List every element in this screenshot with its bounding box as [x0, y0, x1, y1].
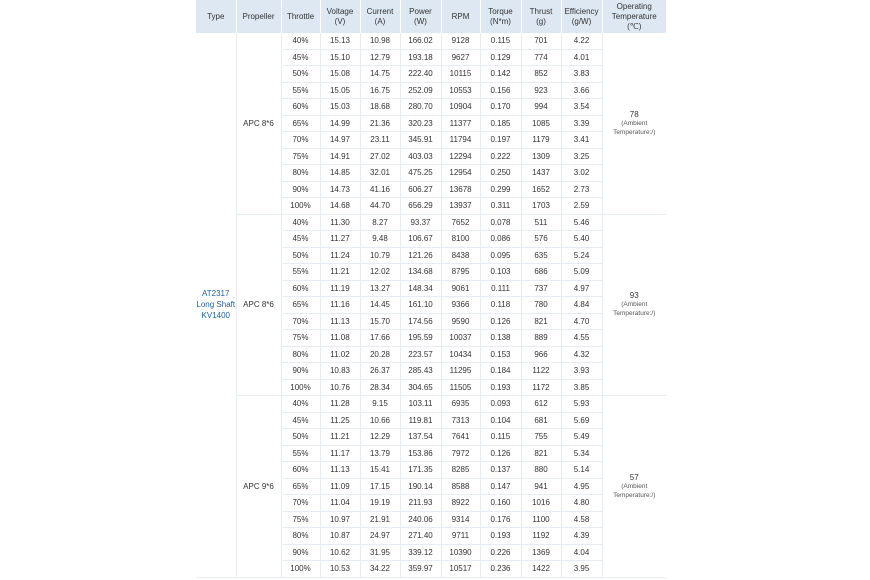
rpm-cell: 11794 [441, 132, 480, 149]
throttle-cell: 80% [281, 346, 320, 363]
efficiency-cell: 4.55 [561, 330, 602, 347]
current-cell: 41.16 [360, 181, 400, 198]
propeller-cell: APC 8*6 [236, 214, 281, 396]
rpm-cell: 11377 [441, 115, 480, 132]
rpm-cell: 8100 [441, 231, 480, 248]
torque-cell: 0.126 [480, 313, 521, 330]
efficiency-cell: 2.73 [561, 181, 602, 198]
power-cell: 161.10 [400, 297, 441, 314]
efficiency-cell: 4.84 [561, 297, 602, 314]
voltage-cell: 11.27 [320, 231, 360, 248]
thrust-cell: 1437 [521, 165, 561, 182]
efficiency-cell: 4.97 [561, 280, 602, 297]
thrust-cell: 1369 [521, 544, 561, 561]
power-cell: 166.02 [400, 33, 441, 49]
header-rpm: RPM [441, 0, 480, 33]
throttle-cell: 55% [281, 445, 320, 462]
voltage-cell: 15.08 [320, 66, 360, 83]
current-cell: 13.79 [360, 445, 400, 462]
power-cell: 137.54 [400, 429, 441, 446]
thrust-cell: 774 [521, 49, 561, 66]
current-cell: 24.97 [360, 528, 400, 545]
voltage-cell: 11.02 [320, 346, 360, 363]
rpm-cell: 7313 [441, 412, 480, 429]
rpm-cell: 10115 [441, 66, 480, 83]
current-cell: 21.36 [360, 115, 400, 132]
efficiency-cell: 2.59 [561, 198, 602, 215]
efficiency-cell: 5.49 [561, 429, 602, 446]
current-cell: 26.37 [360, 363, 400, 380]
current-cell: 32.01 [360, 165, 400, 182]
throttle-cell: 90% [281, 181, 320, 198]
efficiency-cell: 4.01 [561, 49, 602, 66]
voltage-cell: 15.03 [320, 99, 360, 116]
rpm-cell: 9128 [441, 33, 480, 49]
torque-cell: 0.129 [480, 49, 521, 66]
power-cell: 223.57 [400, 346, 441, 363]
power-cell: 93.37 [400, 214, 441, 231]
current-cell: 10.66 [360, 412, 400, 429]
efficiency-cell: 3.41 [561, 132, 602, 149]
temperature-value: 78 [629, 109, 639, 119]
table-header-row [196, 0, 666, 33]
power-cell: 190.14 [400, 478, 441, 495]
throttle-cell: 45% [281, 49, 320, 66]
torque-cell: 0.093 [480, 396, 521, 413]
power-cell: 271.40 [400, 528, 441, 545]
efficiency-cell: 3.93 [561, 363, 602, 380]
efficiency-cell: 3.85 [561, 379, 602, 396]
motor-type-cell: AT2317 Long Shaft KV1400 [196, 33, 236, 577]
voltage-cell: 11.21 [320, 264, 360, 281]
rpm-cell: 12954 [441, 165, 480, 182]
thrust-cell: 1085 [521, 115, 561, 132]
torque-cell: 0.095 [480, 247, 521, 264]
rpm-cell: 9366 [441, 297, 480, 314]
voltage-cell: 10.97 [320, 511, 360, 528]
torque-cell: 0.197 [480, 132, 521, 149]
voltage-cell: 11.16 [320, 297, 360, 314]
voltage-cell: 11.21 [320, 429, 360, 446]
torque-cell: 0.137 [480, 462, 521, 479]
rpm-cell: 10904 [441, 99, 480, 116]
thrust-cell: 1016 [521, 495, 561, 512]
efficiency-cell: 5.69 [561, 412, 602, 429]
throttle-cell: 55% [281, 264, 320, 281]
torque-cell: 0.170 [480, 99, 521, 116]
rpm-cell: 9711 [441, 528, 480, 545]
rpm-cell: 11295 [441, 363, 480, 380]
rpm-cell: 8285 [441, 462, 480, 479]
efficiency-cell: 4.32 [561, 346, 602, 363]
current-cell: 27.02 [360, 148, 400, 165]
current-cell: 9.48 [360, 231, 400, 248]
torque-cell: 0.222 [480, 148, 521, 165]
power-cell: 304.65 [400, 379, 441, 396]
voltage-cell: 11.25 [320, 412, 360, 429]
thrust-cell: 852 [521, 66, 561, 83]
voltage-cell: 11.04 [320, 495, 360, 512]
thrust-cell: 612 [521, 396, 561, 413]
thrust-cell: 1122 [521, 363, 561, 380]
efficiency-cell: 3.54 [561, 99, 602, 116]
power-cell: 222.40 [400, 66, 441, 83]
throttle-cell: 75% [281, 148, 320, 165]
efficiency-cell: 3.83 [561, 66, 602, 83]
rpm-cell: 13937 [441, 198, 480, 215]
current-cell: 15.70 [360, 313, 400, 330]
throttle-cell: 90% [281, 544, 320, 561]
rpm-cell: 10037 [441, 330, 480, 347]
rpm-cell: 10434 [441, 346, 480, 363]
voltage-cell: 14.73 [320, 181, 360, 198]
efficiency-cell: 5.14 [561, 462, 602, 479]
torque-cell: 0.193 [480, 528, 521, 545]
thrust-cell: 941 [521, 478, 561, 495]
thrust-cell: 1309 [521, 148, 561, 165]
throttle-cell: 50% [281, 429, 320, 446]
voltage-cell: 14.85 [320, 165, 360, 182]
throttle-cell: 75% [281, 511, 320, 528]
propeller-cell: APC 8*6 [236, 33, 281, 214]
voltage-cell: 10.76 [320, 379, 360, 396]
throttle-cell: 65% [281, 478, 320, 495]
power-cell: 339.12 [400, 544, 441, 561]
throttle-cell: 40% [281, 214, 320, 231]
current-cell: 20.28 [360, 346, 400, 363]
header-propeller: Propeller [236, 0, 281, 33]
current-cell: 13.27 [360, 280, 400, 297]
table-row [196, 33, 666, 49]
current-cell: 17.15 [360, 478, 400, 495]
current-cell: 10.79 [360, 247, 400, 264]
rpm-cell: 10390 [441, 544, 480, 561]
propeller-cell: APC 9*6 [236, 396, 281, 578]
current-cell: 44.70 [360, 198, 400, 215]
torque-cell: 0.126 [480, 445, 521, 462]
torque-cell: 0.115 [480, 33, 521, 49]
voltage-cell: 15.13 [320, 33, 360, 49]
thrust-cell: 966 [521, 346, 561, 363]
torque-cell: 0.142 [480, 66, 521, 83]
thrust-cell: 1172 [521, 379, 561, 396]
rpm-cell: 10517 [441, 561, 480, 578]
thrust-cell: 755 [521, 429, 561, 446]
voltage-cell: 11.28 [320, 396, 360, 413]
thrust-cell: 576 [521, 231, 561, 248]
temperature-note: (Ambient Temperature:/) [613, 119, 656, 136]
efficiency-cell: 4.70 [561, 313, 602, 330]
voltage-cell: 11.19 [320, 280, 360, 297]
power-cell: 134.68 [400, 264, 441, 281]
power-cell: 403.03 [400, 148, 441, 165]
power-cell: 475.25 [400, 165, 441, 182]
current-cell: 17.66 [360, 330, 400, 347]
header-throttle: Throttle [281, 0, 320, 33]
voltage-cell: 10.62 [320, 544, 360, 561]
current-cell: 12.29 [360, 429, 400, 446]
efficiency-cell: 3.39 [561, 115, 602, 132]
torque-cell: 0.103 [480, 264, 521, 281]
power-cell: 195.59 [400, 330, 441, 347]
efficiency-cell: 5.93 [561, 396, 602, 413]
current-cell: 10.98 [360, 33, 400, 49]
efficiency-cell: 4.04 [561, 544, 602, 561]
power-cell: 103.11 [400, 396, 441, 413]
thrust-cell: 1703 [521, 198, 561, 215]
throttle-cell: 40% [281, 33, 320, 49]
efficiency-cell: 5.24 [561, 247, 602, 264]
temperature-note: (Ambient Temperature:/) [613, 301, 656, 318]
performance-table-container [196, 0, 666, 578]
power-cell: 211.93 [400, 495, 441, 512]
thrust-cell: 821 [521, 445, 561, 462]
throttle-cell: 70% [281, 495, 320, 512]
header-current: Current (A) [360, 0, 400, 33]
power-cell: 153.86 [400, 445, 441, 462]
throttle-cell: 50% [281, 247, 320, 264]
voltage-cell: 14.97 [320, 132, 360, 149]
header-torque: Torque (N*m) [480, 0, 521, 33]
power-cell: 345.91 [400, 132, 441, 149]
torque-cell: 0.078 [480, 214, 521, 231]
header-voltage: Voltage (V) [320, 0, 360, 33]
thrust-cell: 737 [521, 280, 561, 297]
power-cell: 656.29 [400, 198, 441, 215]
power-cell: 171.35 [400, 462, 441, 479]
efficiency-cell: 4.80 [561, 495, 602, 512]
torque-cell: 0.236 [480, 561, 521, 578]
efficiency-cell: 4.39 [561, 528, 602, 545]
rpm-cell: 9590 [441, 313, 480, 330]
throttle-cell: 100% [281, 561, 320, 578]
throttle-cell: 80% [281, 165, 320, 182]
rpm-cell: 8922 [441, 495, 480, 512]
efficiency-cell: 5.40 [561, 231, 602, 248]
thrust-cell: 681 [521, 412, 561, 429]
current-cell: 12.02 [360, 264, 400, 281]
voltage-cell: 11.13 [320, 462, 360, 479]
thrust-cell: 1192 [521, 528, 561, 545]
voltage-cell: 11.13 [320, 313, 360, 330]
thrust-cell: 686 [521, 264, 561, 281]
table-row [196, 214, 666, 231]
torque-cell: 0.156 [480, 82, 521, 99]
throttle-cell: 70% [281, 313, 320, 330]
throttle-cell: 55% [281, 82, 320, 99]
current-cell: 8.27 [360, 214, 400, 231]
current-cell: 23.11 [360, 132, 400, 149]
throttle-cell: 65% [281, 297, 320, 314]
power-cell: 174.56 [400, 313, 441, 330]
rpm-cell: 10553 [441, 82, 480, 99]
torque-cell: 0.185 [480, 115, 521, 132]
voltage-cell: 15.05 [320, 82, 360, 99]
current-cell: 31.95 [360, 544, 400, 561]
thrust-cell: 701 [521, 33, 561, 49]
torque-cell: 0.311 [480, 198, 521, 215]
table-row [196, 396, 666, 413]
power-cell: 359.97 [400, 561, 441, 578]
current-cell: 19.19 [360, 495, 400, 512]
torque-cell: 0.118 [480, 297, 521, 314]
thrust-cell: 1179 [521, 132, 561, 149]
header-power: Power (W) [400, 0, 441, 33]
efficiency-cell: 5.34 [561, 445, 602, 462]
temperature-cell [602, 33, 666, 214]
torque-cell: 0.299 [480, 181, 521, 198]
temperature-note: (Ambient Temperature:/) [613, 482, 656, 499]
efficiency-cell: 5.09 [561, 264, 602, 281]
voltage-cell: 14.99 [320, 115, 360, 132]
rpm-cell: 9061 [441, 280, 480, 297]
temperature-cell [602, 214, 666, 396]
torque-cell: 0.193 [480, 379, 521, 396]
throttle-cell: 100% [281, 379, 320, 396]
throttle-cell: 45% [281, 412, 320, 429]
voltage-cell: 11.08 [320, 330, 360, 347]
voltage-cell: 10.83 [320, 363, 360, 380]
torque-cell: 0.104 [480, 412, 521, 429]
voltage-cell: 14.68 [320, 198, 360, 215]
torque-cell: 0.147 [480, 478, 521, 495]
torque-cell: 0.153 [480, 346, 521, 363]
throttle-cell: 90% [281, 363, 320, 380]
power-cell: 193.18 [400, 49, 441, 66]
voltage-cell: 10.53 [320, 561, 360, 578]
efficiency-cell: 4.22 [561, 33, 602, 49]
rpm-cell: 12294 [441, 148, 480, 165]
header-type: Type [196, 0, 236, 33]
voltage-cell: 11.09 [320, 478, 360, 495]
throttle-cell: 65% [281, 115, 320, 132]
rpm-cell: 8438 [441, 247, 480, 264]
throttle-cell: 100% [281, 198, 320, 215]
torque-cell: 0.111 [480, 280, 521, 297]
thrust-cell: 635 [521, 247, 561, 264]
motor-performance-table [196, 0, 666, 578]
rpm-cell: 6935 [441, 396, 480, 413]
current-cell: 9.15 [360, 396, 400, 413]
thrust-cell: 511 [521, 214, 561, 231]
temperature-value: 57 [629, 472, 639, 482]
throttle-cell: 60% [281, 99, 320, 116]
rpm-cell: 8588 [441, 478, 480, 495]
efficiency-cell: 3.95 [561, 561, 602, 578]
current-cell: 16.75 [360, 82, 400, 99]
throttle-cell: 40% [281, 396, 320, 413]
rpm-cell: 9314 [441, 511, 480, 528]
voltage-cell: 11.24 [320, 247, 360, 264]
torque-cell: 0.176 [480, 511, 521, 528]
thrust-cell: 889 [521, 330, 561, 347]
efficiency-cell: 3.25 [561, 148, 602, 165]
power-cell: 285.43 [400, 363, 441, 380]
throttle-cell: 75% [281, 330, 320, 347]
power-cell: 106.67 [400, 231, 441, 248]
rpm-cell: 13678 [441, 181, 480, 198]
torque-cell: 0.160 [480, 495, 521, 512]
power-cell: 119.81 [400, 412, 441, 429]
thrust-cell: 1652 [521, 181, 561, 198]
rpm-cell: 7652 [441, 214, 480, 231]
voltage-cell: 10.87 [320, 528, 360, 545]
torque-cell: 0.226 [480, 544, 521, 561]
rpm-cell: 9627 [441, 49, 480, 66]
header-efficiency: Efficiency (g/W) [561, 0, 602, 33]
current-cell: 21.91 [360, 511, 400, 528]
power-cell: 121.26 [400, 247, 441, 264]
header-temperature: Operating Temperature (℃) [602, 0, 666, 33]
rpm-cell: 8795 [441, 264, 480, 281]
power-cell: 320.23 [400, 115, 441, 132]
thrust-cell: 994 [521, 99, 561, 116]
power-cell: 606.27 [400, 181, 441, 198]
thrust-cell: 1100 [521, 511, 561, 528]
efficiency-cell: 3.66 [561, 82, 602, 99]
thrust-cell: 880 [521, 462, 561, 479]
current-cell: 14.75 [360, 66, 400, 83]
current-cell: 34.22 [360, 561, 400, 578]
power-cell: 252.09 [400, 82, 441, 99]
torque-cell: 0.184 [480, 363, 521, 380]
temperature-cell [602, 396, 666, 578]
throttle-cell: 60% [281, 462, 320, 479]
current-cell: 15.41 [360, 462, 400, 479]
voltage-cell: 14.91 [320, 148, 360, 165]
power-cell: 240.06 [400, 511, 441, 528]
torque-cell: 0.138 [480, 330, 521, 347]
efficiency-cell: 4.58 [561, 511, 602, 528]
rpm-cell: 11505 [441, 379, 480, 396]
throttle-cell: 50% [281, 66, 320, 83]
table-body [196, 33, 666, 577]
throttle-cell: 80% [281, 528, 320, 545]
voltage-cell: 11.30 [320, 214, 360, 231]
thrust-cell: 923 [521, 82, 561, 99]
power-cell: 280.70 [400, 99, 441, 116]
current-cell: 12.79 [360, 49, 400, 66]
torque-cell: 0.250 [480, 165, 521, 182]
efficiency-cell: 3.02 [561, 165, 602, 182]
thrust-cell: 821 [521, 313, 561, 330]
current-cell: 28.34 [360, 379, 400, 396]
throttle-cell: 70% [281, 132, 320, 149]
voltage-cell: 15.10 [320, 49, 360, 66]
throttle-cell: 60% [281, 280, 320, 297]
current-cell: 18.68 [360, 99, 400, 116]
efficiency-cell: 4.95 [561, 478, 602, 495]
torque-cell: 0.115 [480, 429, 521, 446]
throttle-cell: 45% [281, 231, 320, 248]
torque-cell: 0.086 [480, 231, 521, 248]
thrust-cell: 780 [521, 297, 561, 314]
power-cell: 148.34 [400, 280, 441, 297]
thrust-cell: 1422 [521, 561, 561, 578]
header-thrust: Thrust (g) [521, 0, 561, 33]
current-cell: 14.45 [360, 297, 400, 314]
rpm-cell: 7972 [441, 445, 480, 462]
temperature-value: 93 [629, 291, 639, 301]
rpm-cell: 7641 [441, 429, 480, 446]
voltage-cell: 11.17 [320, 445, 360, 462]
efficiency-cell: 5.46 [561, 214, 602, 231]
